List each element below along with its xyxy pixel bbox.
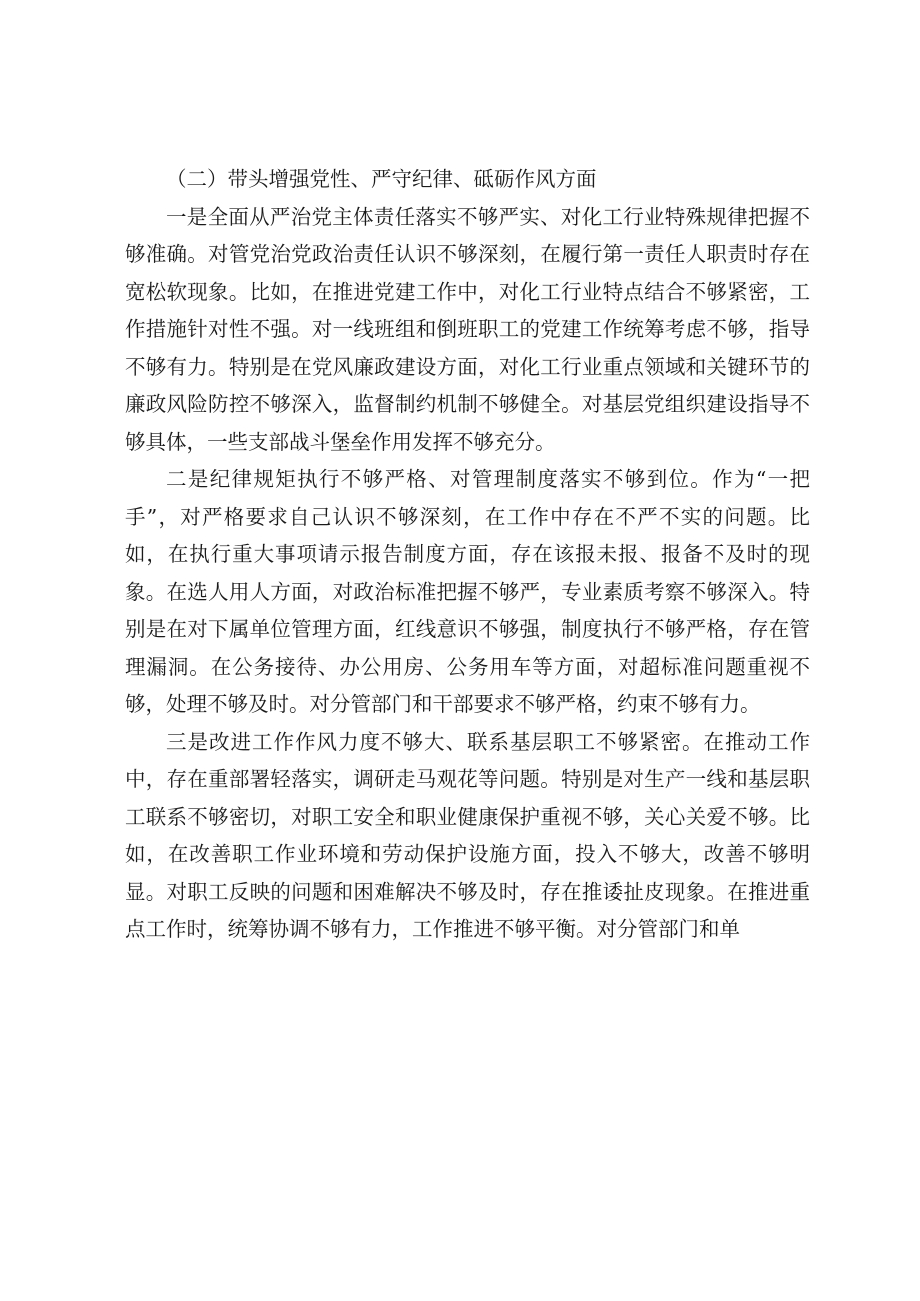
- paragraph-3: 三是改进工作作风力度不够大、联系基层职工不够紧密。在推动工作中，存在重部署轻落实，调研走马观花等问题。特别是对生产一线和基层职工联系不够密切，对职工安全和职业健康保护重视不够，关心关爱不够。比如，在改善职工作业环境和劳动保护设施方面，投入不够大，改善不够明显。对职工反映的问题和困难解决不够及时，存在推诿扯皮现象。在推进重点工作时，统筹协调不够有力，工作推进不够平衡。对分管部门和单: [125, 729, 810, 941]
- paragraph-2: 二是纪律规矩执行不够严格、对管理制度落实不够到位。作为“一把手”，对严格要求自己认识不够深刻，在工作中存在不严不实的问题。比如，在执行重大事项请示报告制度方面，存在该报未报、报备不及时的现象。在选人用人方面，对政治标准把握不够严，专业素质考察不够深入。特别是在对下属单位管理方面，红线意识不够强，制度执行不够严格，存在管理漏洞。在公务接待、办公用房、公务用车等方面，对超标准问题重视不够，处理不够及时。对分管部门和干部要求不够严格，约束不够有力。: [125, 467, 810, 716]
- document-body: [125, 161, 810, 949]
- paragraph-1: 一是全面从严治党主体责任落实不够严实、对化工行业特殊规律把握不够准确。对管党治党政治责任认识不够深刻，在履行第一责任人职责时存在宽松软现象。比如，在推进党建工作中，对化工行业特点结合不够紧密，工作措施针对性不强。对一线班组和倒班职工的党建工作统筹考虑不够，指导不够有力。特别是在党风廉政建设方面，对化工行业重点领域和关键环节的廉政风险防控不够深入，监督制约机制不够健全。对基层党组织建设指导不够具体，一些支部战斗堡垒作用发挥不够充分。: [125, 204, 810, 454]
- section-heading: （二）带头增强党性、严守纪律、砥砺作风方面: [166, 167, 597, 191]
